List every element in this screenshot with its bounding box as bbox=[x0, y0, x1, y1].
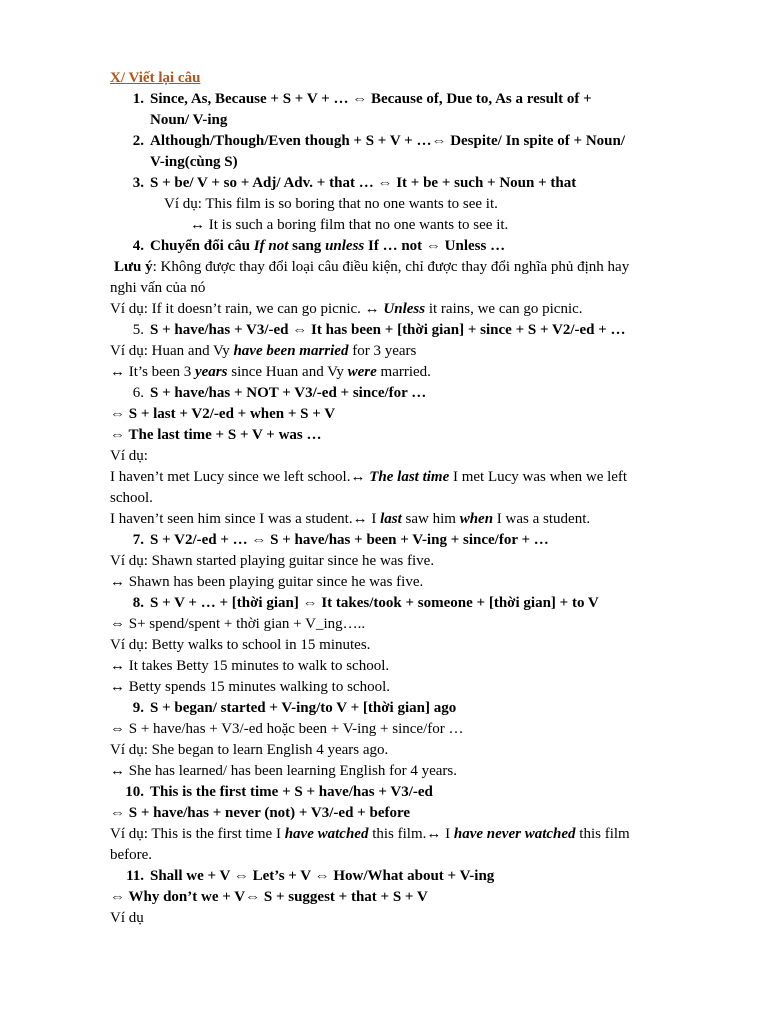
rule-4-example: Ví dụ: If it doesn’t rain, we can go picnic. ↔ Unless it rains, we can go picnic. bbox=[110, 301, 583, 317]
rule-6-example-1: I haven’t met Lucy since we left school.↔ The last time I met Lucy was when we left bbox=[110, 469, 628, 485]
rule-11-alt: ⇔ Why don’t we + V⇔ S + suggest + that + S + V bbox=[110, 889, 428, 905]
rule-6-example-1-cont: school. bbox=[110, 490, 153, 506]
rule-6-example-2: I haven’t seen him since I was a student.↔ I last saw him when I was a student. bbox=[110, 511, 591, 527]
rule-10-example-cont: before. bbox=[110, 847, 153, 863]
rule-7-example: Ví dụ: Shawn started playing guitar since he was five. bbox=[110, 553, 435, 569]
rule-3-example-rewrite: ↔ It is such a boring film that no one wants to see it. bbox=[190, 217, 509, 233]
rule-2-cont: V-ing(cùng S) bbox=[150, 154, 238, 170]
rule-10: 10. This is the first time + S + have/has + V3/-ed bbox=[125, 784, 433, 800]
rule-7-example-rewrite: ↔ Shawn has been playing guitar since he was five. bbox=[110, 574, 424, 590]
rule-3-example: Ví dụ: This film is so boring that no one wants to see it. bbox=[164, 196, 498, 212]
rule-9: 9. S + began/ started + V-ing/to V + [thời gian] ago bbox=[132, 700, 457, 716]
rule-4-note: Lưu ý: Không được thay đổi loại câu điều kiện, chỉ được thay đổi nghĩa phủ định hay bbox=[114, 259, 630, 275]
rule-5-example-rewrite: ↔ It’s been 3 years since Huan and Vy were married. bbox=[110, 364, 431, 380]
rule-11: 11. Shall we + V ⇔ Let’s + V ⇔ How/What about + V-ing bbox=[126, 868, 495, 884]
rule-10-example: Ví dụ: This is the first time I have watched this film.↔ I have never watched this film bbox=[110, 826, 630, 842]
section-title: X/ Viết lại câu bbox=[110, 70, 201, 86]
rule-6-alt-2: ⇔ The last time + S + V + was … bbox=[110, 427, 322, 443]
rule-9-example: Ví dụ: She began to learn English 4 years ago. bbox=[110, 742, 389, 758]
rule-10-alt: ⇔ S + have/has + never (not) + V3/-ed + before bbox=[110, 805, 411, 821]
rule-3: 3. S + be/ V + so + Adj/ Adv. + that … ⇔ It + be + such + Noun + that bbox=[132, 175, 577, 191]
rule-8: 8. S + V + … + [thời gian] ⇔ It takes/took + someone + [thời gian] + to V bbox=[132, 595, 599, 611]
rule-7: 7. S + V2/-ed + … ⇔ S + have/has + been + V-ing + since/for + … bbox=[132, 532, 549, 548]
rule-6-example-label: Ví dụ: bbox=[110, 448, 148, 464]
rule-8-example-rewrite-2: ↔ Betty spends 15 minutes walking to school. bbox=[110, 679, 390, 695]
rule-9-example-rewrite: ↔ She has learned/ has been learning English for 4 years. bbox=[110, 763, 457, 779]
rule-8-example: Ví dụ: Betty walks to school in 15 minutes. bbox=[110, 637, 371, 653]
rule-6-alt-1: ⇔ S + last + V2/-ed + when + S + V bbox=[110, 406, 336, 422]
rule-8-alt: ⇔ S+ spend/spent + thời gian + V_ing….. bbox=[110, 616, 366, 632]
rule-5: 5. S + have/has + V3/-ed ⇔ It has been + [thời gian] + since + S + V2/-ed + … bbox=[132, 322, 626, 338]
rule-5-example: Ví dụ: Huan and Vy have been married for 3 years bbox=[110, 343, 417, 359]
rule-9-alt: ⇔ S + have/has + V3/-ed hoặc been + V-ing + since/for … bbox=[110, 721, 464, 737]
rule-4: 4. Chuyển đổi câu If not sang unless If … not ⇔ Unless … bbox=[132, 238, 506, 254]
rule-2: 2. Although/Though/Even though + S + V + …⇔ Despite/ In spite of + Noun/ bbox=[132, 133, 626, 149]
rule-1: 1. Since, As, Because + S + V + … ⇔ Because of, Due to, As a result of + bbox=[132, 91, 592, 107]
rule-11-example-label: Ví dụ bbox=[110, 910, 144, 926]
rule-4-note-cont: nghi vấn của nó bbox=[110, 280, 206, 296]
rule-8-example-rewrite-1: ↔ It takes Betty 15 minutes to walk to school. bbox=[110, 658, 390, 674]
rule-1-cont: Noun/ V-ing bbox=[150, 112, 228, 128]
rule-6: 6. S + have/has + NOT + V3/-ed + since/for … bbox=[132, 385, 427, 401]
